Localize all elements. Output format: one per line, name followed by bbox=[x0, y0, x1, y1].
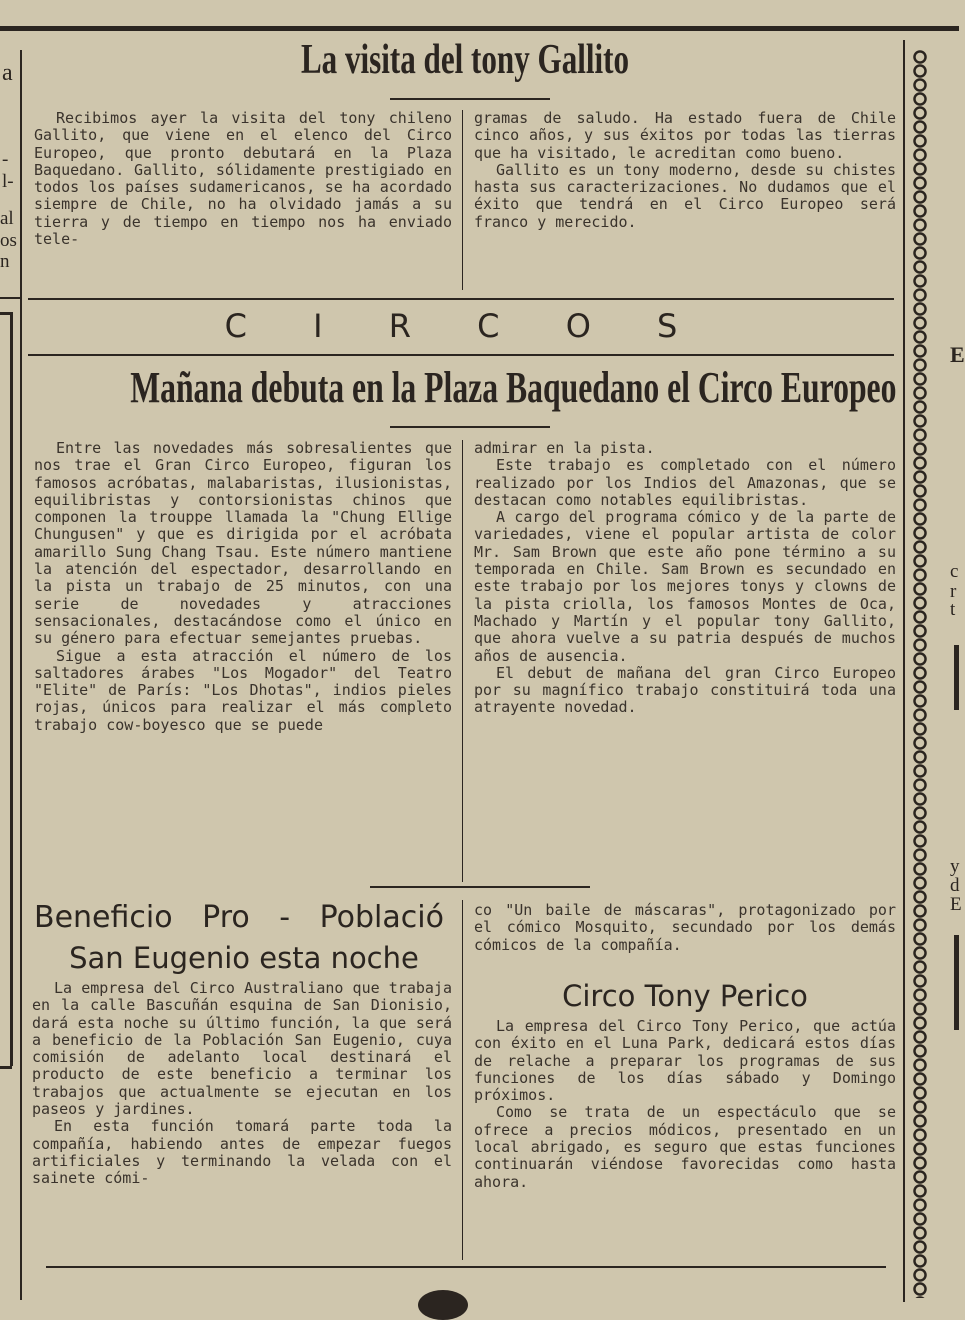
left-margin-fragment: a bbox=[2, 60, 13, 86]
paragraph: Gallito es un tony moderno, desde su chistes hasta sus caracterizaciones. No dudamos que el éxito que tendrá en el Circo Europeo será franco y merecido. bbox=[474, 160, 896, 231]
right-margin-fragment: r bbox=[950, 581, 957, 602]
paragraph: co "Un baile de máscaras", protagonizado por el cómico Mosquito, secundado por los demás cómicos de la compañía. bbox=[474, 901, 896, 954]
right-margin-fragment: E bbox=[950, 894, 962, 915]
article-column bbox=[474, 902, 896, 974]
left-margin-fragment: os bbox=[0, 230, 17, 251]
title-underline bbox=[390, 98, 550, 100]
article-title: Mañana debuta en la Plaza Baquedano el Circo Europeo bbox=[130, 363, 897, 412]
article-title: San Eugenio esta noche bbox=[69, 941, 419, 975]
left-column-rule bbox=[20, 50, 22, 1300]
article-column bbox=[474, 110, 896, 292]
right-margin-dark-block bbox=[954, 935, 959, 1030]
paragraph: Sigue a esta atracción el número de los saltadores árabes "Los Mogador" del Teatro "Elite" de París: "Los Dhotas", indios pieles rojas, únicos para realizar el más completo trabajo cow-boyesco que se puede bbox=[34, 646, 452, 734]
column-divider bbox=[462, 440, 463, 882]
left-margin-box-edge bbox=[10, 312, 13, 1066]
paragraph: Recibimos ayer la visita del tony chileno Gallito, que viene en el elenco del Circo Europeo, que pronto debutará en la Plaza Baquedano. Gallito, sólidamente prestigiado en todos los países sudamericanos, se ha acordado siempre de Chile, no ha olvidado jamás a su tierra y de tiempo en tiempo nos ha enviado tele- bbox=[34, 109, 452, 249]
left-margin-box-bottom bbox=[0, 1066, 12, 1069]
paragraph: La empresa del Circo Tony Perico, que actúa con éxito en el Luna Park, dedicará estos días de relache a preparar los programas de sus funciones de los días sábado y Domingo próximos. bbox=[474, 1017, 896, 1105]
paragraph: La empresa del Circo Australiano que trabaja en la calle Bascuñán esquina de San Dionisio, dará esta noche su último función, la que será a beneficio de la Población San Eugenio, cuya comisión de adelanto local destinará el producto de este beneficio a terminar los trabajos que actualmente se ejecutan en los paseos y jardines. bbox=[32, 979, 452, 1119]
article-column bbox=[474, 440, 896, 882]
paragraph: Como se trata de un espectáculo que se ofrece a precios módicos, presentado en un local abrigado, es seguro que estas funciones continuarán viéndose favorecidas como hasta ahora. bbox=[474, 1103, 896, 1191]
column-divider bbox=[462, 110, 463, 290]
right-margin-dark-block bbox=[954, 645, 959, 710]
article-title: Circo Tony Perico bbox=[562, 979, 808, 1013]
paragraph: En esta función tomará parte toda la compañía, habiendo antes de empezar fuegos artificiales y terminando la velada con el sainete cómi- bbox=[32, 1117, 452, 1188]
paragraph: A cargo del programa cómico y de la parte de variedades, viene el popular artista de color Mr. Sam Brown que este año pone término a su temporada en Chile. Sam Brown es secundado en este trabajo por los mejores tonys y clowns de la pista criolla, los famosos Montes de Oca, Machado y Martín y el popular tony Gallito, que ahora vuelve a su patria después de muchos años de ausencia. bbox=[474, 508, 896, 665]
section-title: C I R C O S bbox=[224, 307, 706, 345]
paragraph: admirar en la pista. bbox=[474, 439, 655, 457]
decorative-ring-border bbox=[910, 50, 930, 1298]
left-margin-fragment: n bbox=[0, 251, 10, 272]
paragraph: gramas de saludo. Ha estado fuera de Chile cinco años, y sus éxitos por todas las tierras que ha visitado, le acreditan como bueno. bbox=[474, 109, 896, 162]
article-title: La visita del tony Gallito bbox=[300, 37, 630, 83]
section-rule bbox=[28, 298, 894, 300]
ink-smudge bbox=[418, 1290, 468, 1320]
paragraph: El debut de mañana del gran Circo Europeo por su magnífico trabajo constituirá toda una atrayente novedad. bbox=[474, 663, 896, 717]
paragraph: Este trabajo es completado con el número realizado por los Indios del Amazonas, que se destacan como notables equilibristas. bbox=[474, 456, 896, 509]
article-separator bbox=[370, 886, 590, 888]
left-margin-fragment: - bbox=[2, 149, 9, 170]
article-column bbox=[32, 980, 452, 1262]
right-margin-fragment: E bbox=[950, 342, 965, 367]
right-margin-fragment: y bbox=[950, 856, 960, 877]
left-margin-fragment: al bbox=[0, 208, 14, 229]
right-margin-fragment: t bbox=[950, 599, 956, 620]
article-column bbox=[474, 1018, 896, 1262]
title-underline bbox=[390, 426, 550, 428]
paragraph: Entre las novedades más sobresalientes que nos trae el Gran Circo Europeo, figuran los famosos acróbatas, malabaristas, ilusionistas, equilibristas y contorsionistas chinos que componen la trouppe llamada la "Chung Ellige Chungusen" y que es dirigida por el acróbata amarillo Sung Chang Tsau. Este número mantiene la atención del espectador, desarrollando en la pista un trabajo de 25 minutos, con una serie de novedades y atracciones sensacionales, destacándose como el único en su género para efectuar semejantes pruebas. bbox=[34, 439, 452, 648]
top-rule bbox=[0, 26, 959, 31]
left-margin-rule bbox=[0, 297, 20, 299]
right-margin-fragment: d bbox=[950, 875, 960, 896]
article-column bbox=[34, 440, 452, 882]
section-rule bbox=[28, 354, 894, 356]
right-margin-fragment: c bbox=[950, 561, 959, 582]
article-column bbox=[34, 110, 452, 292]
article-title: Beneficio Pro - Població bbox=[34, 900, 444, 935]
bottom-rule bbox=[46, 1266, 886, 1268]
right-column-rule bbox=[903, 40, 905, 1302]
left-margin-fragment: l- bbox=[2, 171, 14, 192]
column-divider bbox=[462, 900, 463, 1260]
